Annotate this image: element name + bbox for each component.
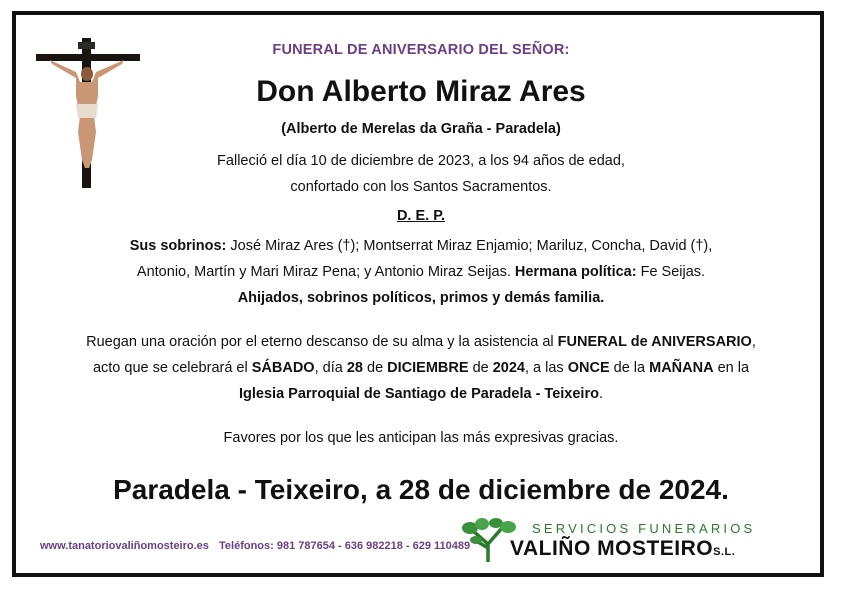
request-text-1b: FUNERAL de ANIVERSARIO [557, 334, 752, 350]
request-text-2m: en la [713, 360, 750, 376]
logo-name-text: VALIÑO MOSTEIRO [510, 537, 714, 560]
family-label-sister-in-law: Hermana política: [514, 264, 637, 280]
request-line-2 [0, 360, 842, 376]
request-date-day: 28 [346, 360, 363, 376]
request-hour: ONCE [567, 360, 610, 376]
notice-heading: FUNERAL DE ANIVERSARIO DEL SEÑOR: [272, 42, 570, 58]
family-line-2 [0, 264, 842, 280]
request-text-2c: , día [314, 360, 347, 376]
request-text-2k: de la [609, 360, 650, 376]
family-line-1 [0, 238, 842, 254]
place-date: Paradela - Teixeiro, a 28 de diciembre de 2024. [113, 474, 729, 505]
request-year: 2024 [492, 360, 525, 376]
deceased-name: Don Alberto Miraz Ares [256, 75, 586, 108]
request-line-1 [0, 334, 842, 350]
request-time-of-day: MAÑANA [649, 360, 714, 376]
family-sister-in-law-text: Fe Seijas. [636, 264, 706, 280]
funeral-home-logo [462, 518, 812, 564]
family-line-3: Ahijados, sobrinos políticos, primos y demás familia. [237, 290, 605, 306]
logo-tagline: SERVICIOS FUNERARIOS [532, 521, 756, 536]
request-text-2i: , a las [525, 360, 568, 376]
phone-numbers: Teléfonos: 981 787654 - 636 982218 - 629 110489 [219, 540, 471, 552]
family-nephews-text-2: Antonio, Martín y Mari Miraz Pena; y Antonio Miraz Seijas. [136, 264, 515, 280]
request-text-1c: , [751, 334, 756, 350]
death-line-1: Falleció el día 10 de diciembre de 2023, a los 94 años de edad, [217, 153, 625, 169]
logo-suffix: S.L. [713, 546, 736, 558]
request-day: SÁBADO [251, 360, 315, 376]
request-text-3b: . [598, 386, 603, 402]
request-text-2g: de [468, 360, 493, 376]
request-text-2a: acto que se celebrará el [92, 360, 252, 376]
family-nephews-text: José Miraz Ares (†); Montserrat Miraz Enjamio; Mariluz, Concha, David (†), [226, 238, 713, 254]
logo-company-name [510, 537, 735, 561]
request-month: DICIEMBRE [387, 360, 469, 376]
dep-label: D. E. P. [396, 208, 446, 224]
family-label-nephews: Sus sobrinos: [129, 238, 227, 254]
thanks-line: Favores por los que les anticipan las más expresivas gracias. [223, 430, 619, 446]
request-text-1a: Ruegan una oración por el eterno descanso de su alma y la asistencia al [86, 334, 558, 350]
church-name: Iglesia Parroquial de Santiago de Paradela - Teixeiro [239, 386, 599, 402]
request-text-2e: de [362, 360, 388, 376]
website-link[interactable]: www.tanatoriovaliñomosteiro.es [40, 540, 209, 552]
deceased-alias: (Alberto de Merelas da Graña - Paradela) [281, 121, 561, 137]
death-line-2: confortado con los Santos Sacramentos. [290, 179, 552, 195]
request-line-3 [0, 386, 842, 402]
